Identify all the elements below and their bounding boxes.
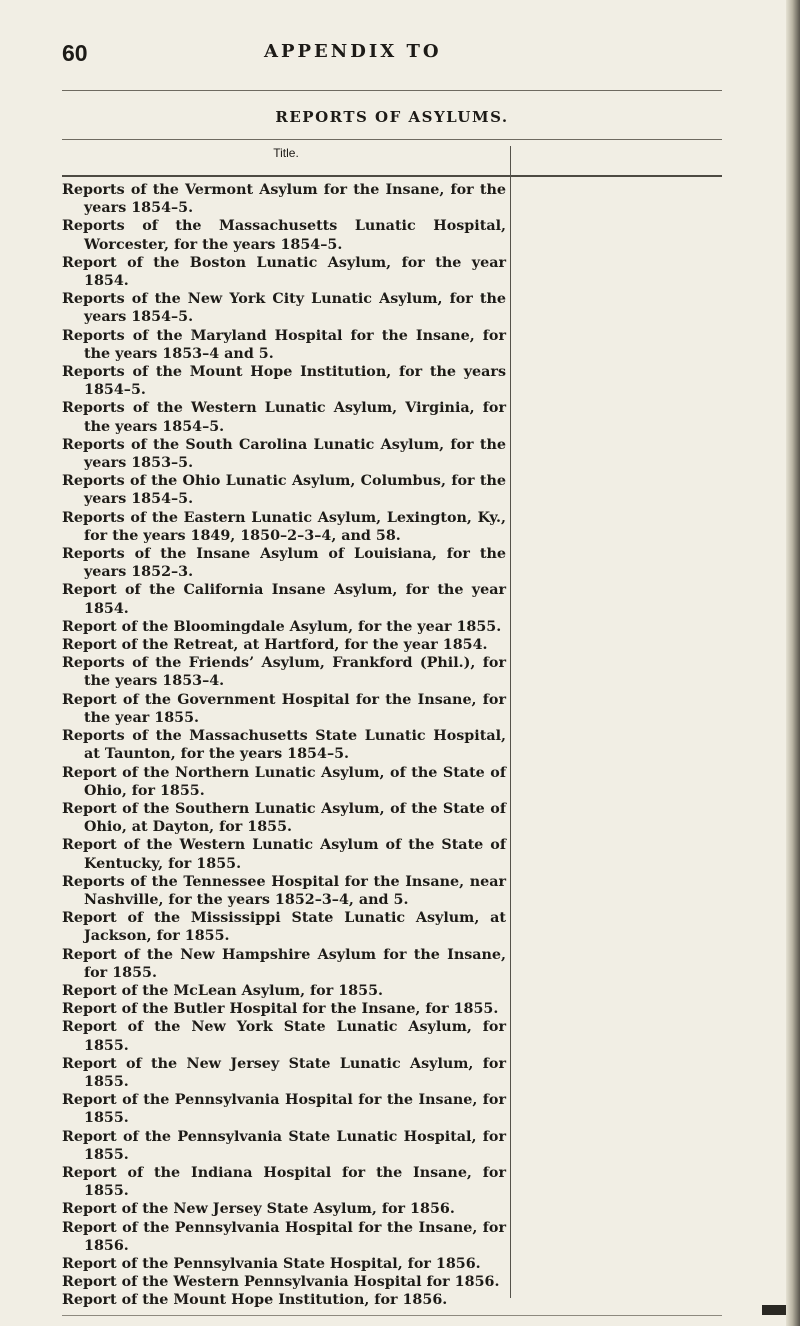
- list-item: Report of the McLean Asylum, for 1855.: [62, 982, 383, 999]
- list-item: Reports of the Eastern Lunatic Asylum, Lexington, Ky., for the years 1849, 1850–2–3–4, and 58.: [62, 509, 506, 544]
- heading-rule: [62, 175, 722, 177]
- section-title: REPORTS OF ASYLUMS.: [275, 108, 509, 126]
- list-item: Reports of the South Carolina Lunatic Asylum, for the years 1853–5.: [62, 436, 506, 472]
- list-item: Report of the New Hampshire Asylum for the Insane, for 1855.: [62, 946, 506, 981]
- list-item: Report of the Western Lunatic Asylum of the State of Kentucky, for 1855.: [62, 837, 506, 872]
- page-number: 60: [62, 40, 88, 66]
- list-item: Report of the Bloomingdale Asylum, for the year 1855.: [62, 618, 502, 635]
- list-item: Reports of the Western Lunatic Asylum, Virginia, for the years 1854–5.: [62, 400, 506, 435]
- list-item: Report of the Mount Hope Institution, for 1856.: [62, 1292, 448, 1309]
- list-item: Reports of the Massachusetts State Lunatic Hospital, at Taunton, for the years 1854–5.: [62, 728, 506, 763]
- list-item: Reports of the Vermont Asylum for the Insane, for the years 1854–5.: [62, 182, 506, 217]
- page-edge-shadow: [786, 0, 800, 1326]
- list-item: Reports of the Mount Hope Institution, for the years 1854–5.: [62, 364, 506, 399]
- list-item: Report of the Southern Lunatic Asylum, of the State of Ohio, at Dayton, for 1855.: [62, 800, 506, 836]
- entries-list: [62, 181, 506, 1310]
- list-item: Report of the Northern Lunatic Asylum, of the State of Ohio, for 1855.: [62, 764, 506, 799]
- list-item: Report of the Pennsylvania Hospital for the Insane, for 1856.: [62, 1219, 506, 1254]
- list-item: Report of the Indiana Hospital for the Insane, for 1855.: [62, 1164, 506, 1200]
- top-rule: [62, 90, 722, 91]
- page-header: [0, 40, 800, 70]
- list-item: Reports of the Tennessee Hospital for the Insane, near Nashville, for the years 1852–3–4, and 5.: [62, 873, 506, 908]
- list-item: Report of the New Jersey State Lunatic Asylum, for 1855.: [62, 1055, 506, 1090]
- list-item: Report of the Mississippi State Lunatic Asylum, at Jackson, for 1855.: [62, 910, 506, 945]
- list-item: Report of the Government Hospital for the Insane, for the year 1855.: [62, 691, 506, 726]
- title-rule: [62, 139, 722, 140]
- binding-mark: [762, 1305, 786, 1315]
- list-item: Report of the Butler Hospital for the Insane, for 1855.: [62, 1001, 499, 1018]
- list-item: Reports of the Massachusetts Lunatic Hospital, Worcester, for the years 1854–5.: [62, 218, 506, 253]
- running-head: APPENDIX TO: [264, 41, 442, 62]
- list-item: Report of the Pennsylvania State Hospital, for 1856.: [62, 1255, 481, 1272]
- list-item: Report of the Western Pennsylvania Hospital for 1856.: [62, 1274, 500, 1291]
- list-item: Report of the Pennsylvania State Lunatic Hospital, for 1855.: [62, 1128, 506, 1163]
- column-divider: [510, 146, 511, 1298]
- list-item: Report of the Pennsylvania Hospital for the Insane, for 1855.: [62, 1092, 506, 1127]
- list-item: Report of the Boston Lunatic Asylum, for the year 1854.: [62, 254, 506, 290]
- bottom-rule: [62, 1315, 722, 1316]
- list-item: Report of the New Jersey State Asylum, for 1856.: [62, 1201, 455, 1218]
- list-item: Reports of the Ohio Lunatic Asylum, Columbus, for the years 1854–5.: [62, 473, 506, 508]
- list-item: Report of the New York State Lunatic Asylum, for 1855.: [62, 1019, 506, 1054]
- list-item: Report of the Retreat, at Hartford, for the year 1854.: [62, 637, 488, 654]
- list-item: Reports of the Maryland Hospital for the Insane, for the years 1853–4 and 5.: [62, 327, 506, 362]
- list-item: Reports of the Insane Asylum of Louisiana, for the years 1852–3.: [62, 546, 506, 581]
- list-item: Report of the California Insane Asylum, for the year 1854.: [62, 582, 506, 617]
- column-heading: Title.: [273, 146, 299, 160]
- list-item: Reports of the New York City Lunatic Asylum, for the years 1854–5.: [62, 291, 506, 326]
- list-item: Reports of the Friends’ Asylum, Frankford (Phil.), for the years 1853–4.: [62, 655, 506, 690]
